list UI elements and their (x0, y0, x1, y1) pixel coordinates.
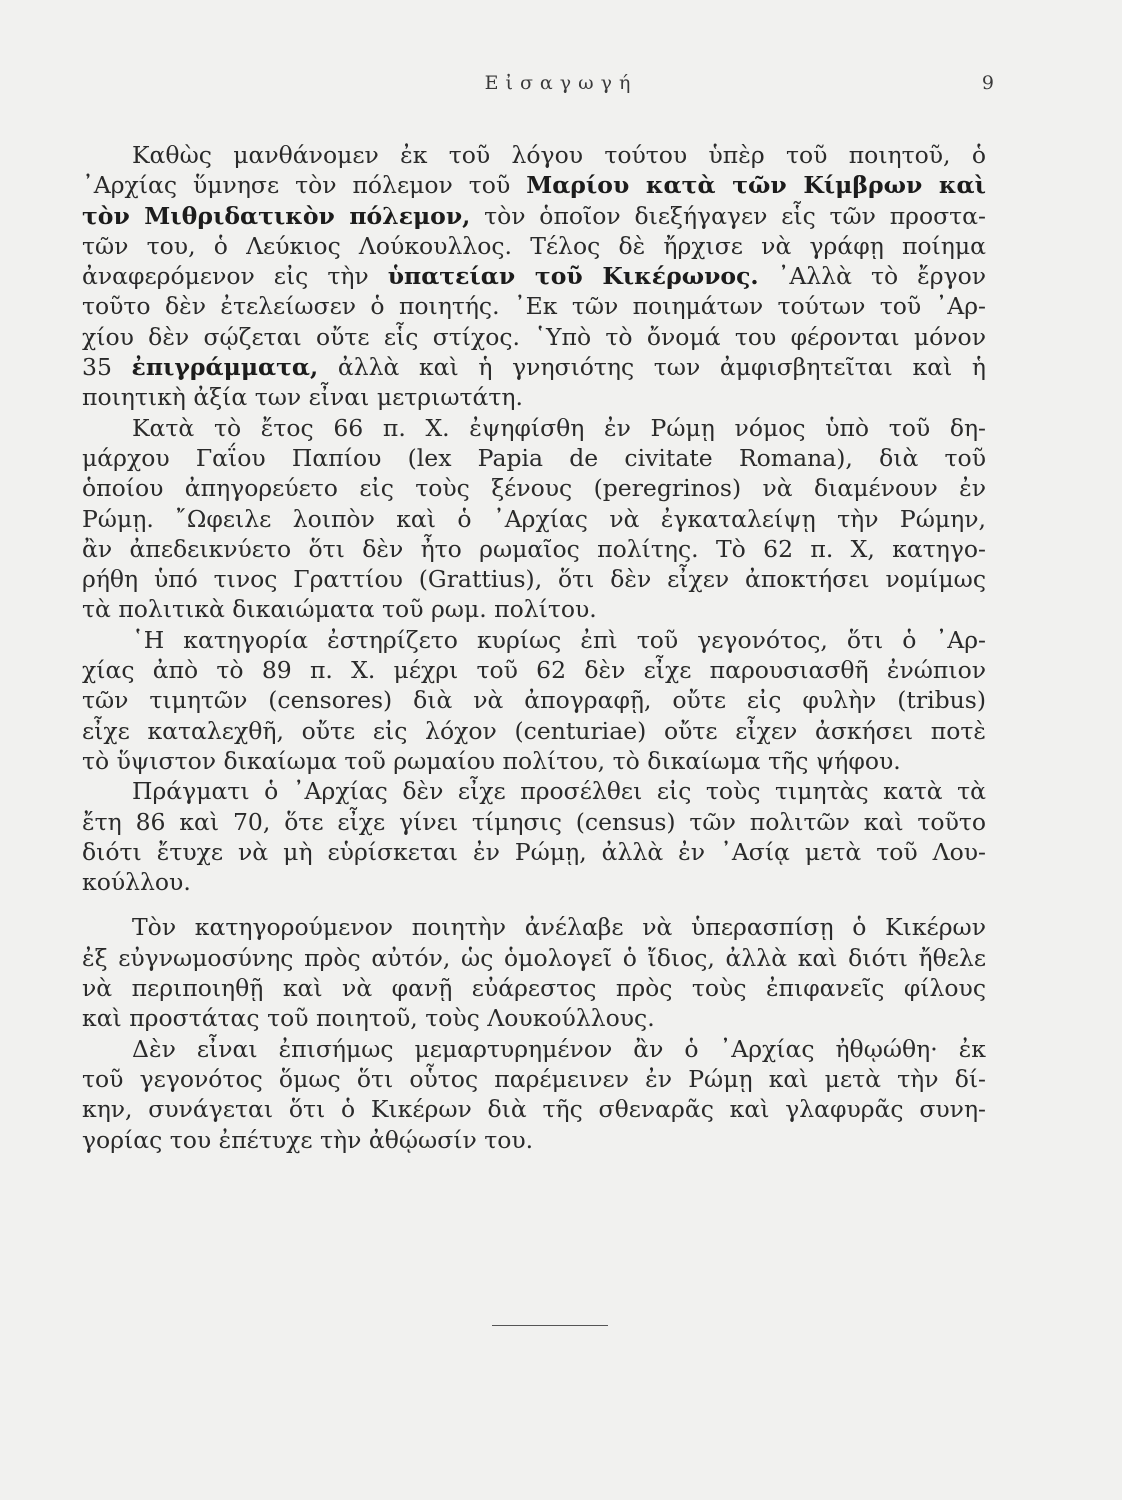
text-span: γορίας του ἐπέτυχε τὴν ἀθῴωσίν του. (82, 1125, 534, 1154)
text-span: ῾Η κατηγορία ἐστηρίζετο κυρίως ἐπὶ τοῦ γεγονότος, ὅτι ὁ ᾿Αρ- (132, 625, 986, 654)
text-span: ἀλλὰ καὶ ἡ γνησιότης των ἀμφισβητεῖται καὶ ἡ (318, 353, 987, 382)
running-head: Εἰσαγωγή (484, 72, 638, 94)
text-line (82, 382, 986, 412)
text-span: Πράγματι ὁ ᾿Αρχίας δὲν εἶχε προσέλθει εἰς τοὺς τιμητὰς κατὰ τὰ (132, 777, 986, 806)
text-line (82, 943, 986, 973)
paragraph (82, 1034, 986, 1155)
bold-text: τὸν Μιθριδατικὸν πόλεμον, (82, 201, 471, 230)
text-line (82, 291, 986, 321)
section-rule (492, 1325, 608, 1326)
text-span: ἂν ἀπεδεικνύετο ὅτι δὲν ἦτο ρωμαῖος πολίτης. Τὸ 62 π. Χ, κατηγο- (82, 534, 986, 563)
text-span: τῶν τιμητῶν (censores) διὰ νὰ ἀπογραφῇ, οὔτε εἰς φυλὴν (tribus) (82, 686, 986, 715)
text-line (82, 140, 986, 170)
text-line (82, 594, 986, 624)
text-line (82, 170, 986, 200)
paragraph (82, 413, 986, 625)
text-line (82, 625, 986, 655)
text-span: χίας ἀπὸ τὸ 89 π. Χ. μέχρι τοῦ 62 δὲν εἶχε παρουσιασθῆ ἐνώπιον (82, 656, 986, 685)
text-line (82, 1003, 986, 1033)
text-span: Καθὼς μανθάνομεν ἐκ τοῦ λόγου τούτου ὑπὲρ τοῦ ποιητοῦ, ὁ (132, 141, 986, 169)
text-span: ᾿Αρχίας ὕμνησε τὸν πόλεμον τοῦ (82, 171, 527, 200)
text-span: Δὲν εἶναι ἐπισήμως μεμαρτυρημένον ἂν ὁ ᾿Αρχίας ἠθῳώθη· ἐκ (132, 1034, 986, 1063)
text-line (82, 473, 986, 503)
text-line (82, 1034, 986, 1064)
paragraph (82, 912, 986, 1033)
text-span: Κατὰ τὸ ἔτος 66 π. Χ. ἐψηφίσθη ἐν Ρώμῃ νόμος ὑπὸ τοῦ δη- (132, 413, 986, 442)
text-line (82, 716, 986, 746)
text-line (82, 443, 986, 473)
text-span: τῶν του, ὁ Λεύκιος Λούκουλλος. Τέλος δὲ ἤρχισε νὰ γράφῃ ποίημα (82, 231, 986, 260)
text-span: ἀναφερόμενον εἰς τὴν (82, 262, 388, 291)
text-span: τοῦτο δὲν ἐτελείωσεν ὁ ποιητής. ᾿Εκ τῶν ποιημάτων τούτων τοῦ ᾿Αρ- (82, 292, 986, 321)
text-line (82, 837, 986, 867)
text-line (82, 352, 986, 382)
paragraph (82, 625, 986, 776)
text-span: ρήθη ὑπό τινος Γραττίου (Grattius), ὅτι δὲν εἶχεν ἀποκτήσει νομίμως (82, 565, 986, 594)
text-line (82, 534, 986, 564)
text-span: χίου δὲν σῴζεται οὔτε εἷς στίχος. ῾Υπὸ τὸ ὄνομά του φέρονται μόνον (82, 322, 986, 351)
text-span: Ρώμῃ. ῎Ωφειλε λοιπὸν καὶ ὁ ᾿Αρχίας νὰ ἐγκαταλείψῃ τὴν Ρώμην, (82, 504, 986, 533)
text-span: νὰ περιποιηθῇ καὶ νὰ φανῇ εὐάρεστος πρὸς τοὺς ἐπιφανεῖς φίλους (82, 974, 986, 1003)
text-line (82, 685, 986, 715)
text-line (82, 746, 986, 776)
text-span: ὁποίου ἀπηγορεύετο εἰς τοὺς ξένους (peregrinos) νὰ διαμένουν ἐν (82, 474, 986, 503)
text-line (82, 504, 986, 534)
text-span: ποιητικὴ ἀξία των εἶναι μετριωτάτη. (82, 383, 523, 412)
text-line (82, 912, 986, 942)
paragraph (82, 776, 986, 897)
bold-text: Μαρίου κατὰ τῶν Κίμβρων καὶ (526, 171, 987, 200)
text-line (82, 564, 986, 594)
text-line (82, 231, 986, 261)
text-span: τὰ πολιτικὰ δικαιώματα τοῦ ρωμ. πολίτου. (82, 595, 597, 624)
text-span: καὶ προστάτας τοῦ ποιητοῦ, τοὺς Λουκούλλους. (82, 1004, 655, 1033)
text-span: τὸ ὕψιστον δικαίωμα τοῦ ρωμαίου πολίτου, τὸ δικαίωμα τῆς ψήφου. (82, 746, 901, 775)
bold-text: ὑπατείαν τοῦ Κικέρωνος. (387, 262, 759, 291)
text-line (82, 261, 986, 291)
text-span: κην, συνάγεται ὅτι ὁ Κικέρων διὰ τῆς σθεναρᾶς καὶ γλαφυρᾶς συνη- (82, 1095, 986, 1124)
bold-text: ἐπιγράμματα, (131, 353, 319, 382)
text-line (82, 1094, 986, 1124)
text-span: τὸν ὁποῖον διεξήγαγεν εἷς τῶν προστα- (470, 201, 986, 230)
text-span: Τὸν κατηγορούμενον ποιητὴν ἀνέλαβε νὰ ὑπερασπίσῃ ὁ Κικέρων (132, 913, 986, 942)
text-line (82, 776, 986, 806)
text-span: ἐξ εὐγνωμοσύνης πρὸς αὐτόν, ὡς ὁμολογεῖ ὁ ἴδιος, ἀλλὰ καὶ διότι ἤθελε (82, 943, 986, 972)
paragraph (82, 140, 986, 413)
text-span: ᾿Αλλὰ τὸ ἔργον (758, 262, 986, 291)
text-line (82, 807, 986, 837)
text-line (82, 201, 986, 231)
text-line (82, 973, 986, 1003)
page-number: 9 (981, 72, 994, 94)
text-line (82, 1064, 986, 1094)
text-line (82, 867, 986, 897)
text-line (82, 655, 986, 685)
text-span: διότι ἔτυχε νὰ μὴ εὑρίσκεται ἐν Ρώμῃ, ἀλλὰ ἐν ᾿Ασίᾳ μετὰ τοῦ Λου- (82, 837, 986, 866)
body-text (82, 140, 986, 1155)
text-span: 35 (82, 353, 132, 382)
text-line (82, 322, 986, 352)
text-span: εἶχε καταλεχθῆ, οὔτε εἰς λόχον (centuriae) οὔτε εἶχεν ἀσκήσει ποτὲ (82, 716, 986, 745)
text-span: κούλλου. (82, 868, 191, 897)
text-span: μάρχου Γαΐου Παπίου (lex Papia de civitate Romana), διὰ τοῦ (82, 443, 986, 472)
text-span: ἔτη 86 καὶ 70, ὅτε εἶχε γίνει τίμησις (census) τῶν πολιτῶν καὶ τοῦτο (82, 807, 986, 836)
text-span: τοῦ γεγονότος ὅμως ὅτι οὗτος παρέμεινεν ἐν Ρώμῃ καὶ μετὰ τὴν δί- (82, 1064, 986, 1093)
text-line (82, 1125, 986, 1155)
text-line (82, 413, 986, 443)
